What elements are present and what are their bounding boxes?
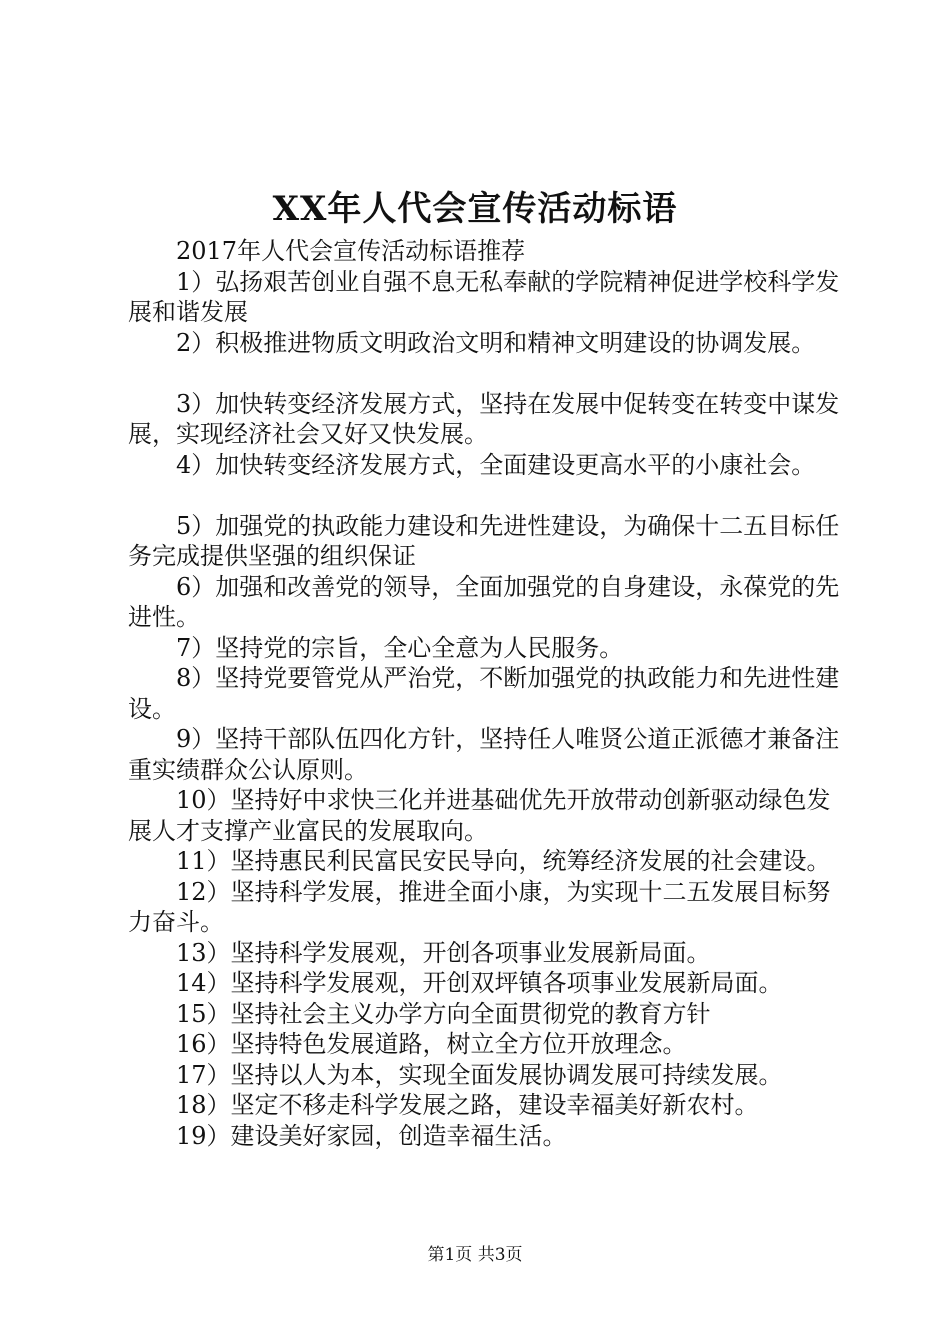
document-title: XX年人代会宣传活动标语 (272, 189, 678, 229)
paragraph-intro: 2017年人代会宣传活动标语推荐 (176, 237, 526, 265)
slogan-item-11: 11）坚持惠民利民富民安民导向，统筹经济发展的社会建设。 (176, 847, 831, 875)
slogan-item-10: 10）坚持好中求快三化并进基础优先开放带动创新驱动绿色发展人才支撑产业富民的发展取向。 (128, 786, 831, 845)
slogan-item-17: 17）坚持以人为本，实现全面发展协调发展可持续发展。 (176, 1060, 783, 1089)
slogan-item-19: 19）建设美好家园，创造幸福生活。 (176, 1121, 567, 1150)
slogan-item-15: 15）坚持社会主义办学方向全面贯彻党的教育方针 (176, 999, 711, 1028)
slogan-item-7: 7）坚持党的宗旨，全心全意为人民服务。 (176, 633, 624, 662)
document-body (128, 236, 848, 1151)
slogan-item-6: 6）加强和改善党的领导，全面加强党的自身建设，永葆党的先进性。 (128, 572, 840, 631)
slogan-item-2: 2）积极推进物质文明政治文明和精神文明建设的协调发展。 (176, 328, 816, 357)
slogan-item-4: 4）加快转变经济发展方式，全面建设更高水平的小康社会。 (176, 450, 816, 479)
slogan-item-8: 8）坚持党要管党从严治党，不断加强党的执政能力和先进性建设。 (128, 664, 840, 723)
slogan-item-5: 5）加强党的执政能力建设和先进性建设，为确保十二五目标任务完成提供坚强的组织保证 (128, 511, 840, 570)
slogan-item-16: 16）坚持特色发展道路，树立全方位开放理念。 (176, 1030, 687, 1058)
slogan-item-1: 1）弘扬艰苦创业自强不息无私奉献的学院精神促进学校科学发展和谐发展 (128, 267, 840, 326)
slogan-item-18: 18）坚定不移走科学发展之路，建设幸福美好新农村。 (176, 1091, 759, 1119)
slogan-item-13: 13）坚持科学发展观，开创各项事业发展新局面。 (176, 938, 711, 967)
slogan-item-12: 12）坚持科学发展，推进全面小康，为实现十二五发展目标努力奋斗。 (128, 877, 831, 936)
slogan-item-14: 14）坚持科学发展观，开创双坪镇各项事业发展新局面。 (176, 969, 783, 997)
slogan-item-3: 3）加快转变经济发展方式，坚持在发展中促转变在转变中谋发展，实现经济社会又好又快发展。 (128, 389, 840, 448)
slogan-item-9: 9）坚持干部队伍四化方针，坚持任人唯贤公道正派德才兼备注重实绩群众公认原则。 (128, 725, 840, 784)
page-number-footer: 第1页 共3页 (427, 1245, 523, 1265)
